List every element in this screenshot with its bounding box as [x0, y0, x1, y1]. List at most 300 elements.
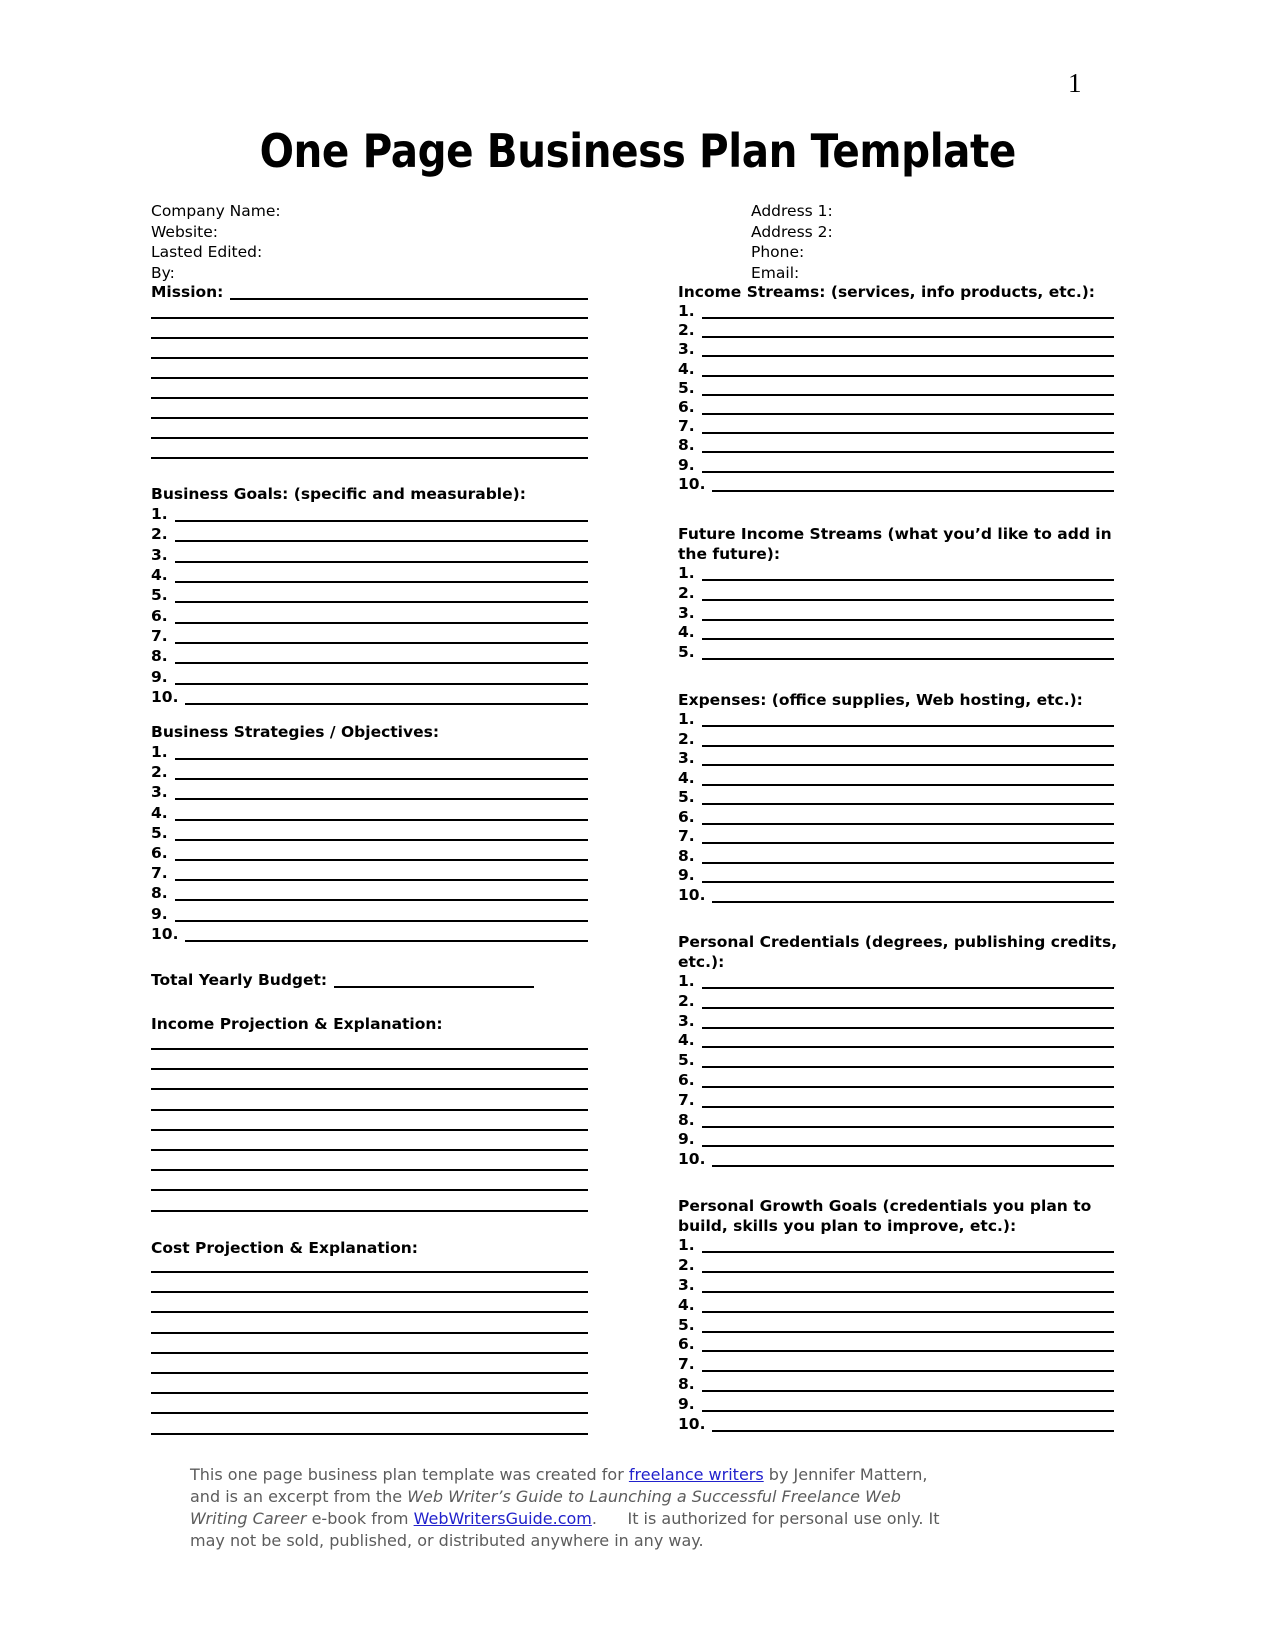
item-number: 1.	[678, 710, 695, 728]
business-strategies-list	[151, 742, 588, 944]
item-number: 1.	[678, 1236, 695, 1254]
fill-line	[151, 1271, 588, 1273]
numbered-line-row	[151, 524, 588, 544]
item-number: 6.	[678, 1070, 695, 1089]
numbered-line-row	[151, 504, 588, 524]
fill-line	[151, 357, 588, 359]
numbered-line-row	[678, 1111, 1114, 1131]
numbered-line-row	[678, 584, 1114, 604]
fill-line	[702, 730, 1114, 747]
fill-line	[175, 823, 588, 841]
fill-line	[175, 626, 588, 644]
blank-line-row	[151, 1298, 588, 1318]
section-future-income-streams	[678, 524, 1114, 663]
fill-line	[702, 584, 1114, 601]
fill-line	[712, 1415, 1114, 1432]
numbered-line-row	[678, 1091, 1114, 1111]
personal-credentials-list	[678, 972, 1114, 1170]
item-number: 7.	[678, 1355, 695, 1374]
fill-line	[702, 1071, 1114, 1088]
section-business-goals	[151, 484, 588, 707]
fill-line	[702, 1012, 1114, 1029]
fill-line	[702, 456, 1114, 473]
numbered-line-row	[678, 398, 1114, 417]
item-number: 4.	[151, 566, 168, 585]
item-number: 7.	[678, 827, 695, 846]
fill-line	[702, 972, 1114, 989]
item-number: 9.	[678, 866, 695, 885]
item-number: 9.	[151, 904, 168, 923]
fill-line	[175, 524, 588, 542]
fill-line	[702, 379, 1114, 396]
numbered-line-row	[678, 379, 1114, 398]
mission-label-row	[151, 282, 588, 302]
item-number: 6.	[678, 1335, 695, 1354]
item-number: 7.	[678, 1090, 695, 1109]
future-income-streams-list	[678, 564, 1114, 663]
item-number: 4.	[678, 1295, 695, 1314]
item-number: 3.	[678, 603, 695, 622]
numbered-line-row	[678, 1031, 1114, 1051]
footer-text-segment: by Jennifer Mattern,	[763, 1465, 928, 1484]
fill-line	[702, 749, 1114, 766]
fill-line	[702, 1130, 1114, 1147]
blank-line-row	[151, 342, 588, 362]
numbered-line-row	[678, 360, 1114, 379]
fill-line	[702, 808, 1114, 825]
numbered-line-row	[678, 710, 1114, 730]
item-number: 2.	[151, 525, 168, 544]
section-personal-growth-goals	[678, 1196, 1114, 1435]
numbered-line-row	[678, 1256, 1114, 1276]
item-number: 8.	[678, 846, 695, 865]
fill-line	[702, 340, 1114, 357]
fill-line	[151, 1048, 588, 1050]
numbered-line-row	[151, 904, 588, 924]
blank-line-row	[151, 1034, 588, 1054]
item-number: 2.	[678, 583, 695, 602]
mission-label: Mission:	[151, 283, 224, 301]
item-number: 8.	[678, 1375, 695, 1394]
blank-line-row	[151, 302, 588, 322]
numbered-line-row	[678, 788, 1114, 808]
address1-label: Address 1:	[751, 202, 833, 220]
item-number: 5.	[678, 378, 695, 397]
numbered-line-row	[678, 808, 1114, 828]
fill-line	[151, 377, 588, 379]
fill-line	[175, 667, 588, 685]
numbered-line-row	[678, 1415, 1114, 1435]
numbered-line-row	[678, 1296, 1114, 1316]
header-fields-right	[751, 201, 833, 283]
fill-line	[702, 1236, 1114, 1253]
fill-line	[702, 360, 1114, 377]
fill-line	[151, 1189, 588, 1191]
blank-line-row	[151, 362, 588, 382]
fill-line	[702, 1395, 1114, 1412]
business-goals-heading: Business Goals: (specific and measurable):	[151, 485, 526, 503]
blank-line-row	[151, 1115, 588, 1135]
fill-line	[712, 1150, 1114, 1167]
numbered-line-row	[151, 565, 588, 585]
item-number: 7.	[678, 417, 695, 436]
item-number: 1.	[151, 505, 168, 523]
fill-line	[702, 1276, 1114, 1293]
item-number: 5.	[151, 586, 168, 605]
numbered-line-row	[151, 585, 588, 605]
numbered-line-row	[678, 1051, 1114, 1071]
item-number: 10.	[151, 688, 179, 707]
business-strategies-heading: Business Strategies / Objectives:	[151, 723, 440, 741]
numbered-line-row	[678, 1395, 1114, 1415]
blank-line-row	[151, 322, 588, 342]
numbered-line-row	[151, 883, 588, 903]
fill-line	[702, 1031, 1114, 1048]
footer-link[interactable]: freelance writers	[628, 1465, 764, 1484]
page-number: 1	[1068, 68, 1082, 98]
numbered-line-row	[678, 886, 1114, 906]
blank-line-row	[151, 1258, 588, 1278]
numbered-line-row	[678, 769, 1114, 789]
fill-line	[175, 762, 588, 780]
numbered-line-row	[151, 742, 588, 762]
blank-line-row	[151, 1379, 588, 1399]
section-business-strategies	[151, 722, 588, 944]
item-number: 6.	[151, 843, 168, 862]
numbered-line-row	[151, 687, 588, 707]
blank-line-row	[151, 402, 588, 422]
numbered-line-row	[151, 762, 588, 782]
fill-line	[185, 924, 588, 942]
fill-line	[702, 643, 1114, 660]
fill-line	[334, 970, 534, 988]
fill-line	[702, 604, 1114, 621]
numbered-line-row	[151, 606, 588, 626]
phone-label: Phone:	[751, 243, 805, 262]
item-number: 3.	[151, 545, 168, 564]
fill-line	[702, 769, 1114, 786]
numbered-line-row	[678, 1071, 1114, 1091]
item-number: 10.	[678, 885, 706, 904]
item-number: 5.	[678, 1051, 695, 1070]
blank-line-row	[151, 1420, 588, 1440]
item-number: 8.	[151, 884, 168, 903]
blank-line-row	[151, 1399, 588, 1419]
numbered-line-row	[151, 863, 588, 883]
numbered-line-row	[151, 545, 588, 565]
fill-line	[151, 397, 588, 399]
item-number: 4.	[151, 803, 168, 822]
fill-line	[230, 282, 588, 300]
fill-line	[175, 585, 588, 603]
item-number: 4.	[678, 359, 695, 378]
blank-line-row	[151, 1196, 588, 1216]
by-label: By:	[151, 263, 175, 282]
page-title	[0, 124, 1275, 178]
item-number: 5.	[151, 823, 168, 842]
item-number: 2.	[678, 991, 695, 1010]
numbered-line-row	[678, 623, 1114, 643]
item-number: 5.	[678, 643, 695, 662]
address2-label: Address 2:	[751, 222, 833, 241]
item-number: 1.	[678, 564, 695, 582]
fill-line	[702, 710, 1114, 727]
item-number: 10.	[678, 474, 706, 493]
footer-text-segment: . It is authorized for personal use only. It	[591, 1509, 940, 1528]
numbered-line-row	[678, 1355, 1114, 1375]
item-number: 10.	[678, 1150, 706, 1169]
numbered-line-row	[678, 1236, 1114, 1256]
fill-line	[151, 1372, 588, 1374]
numbered-line-row	[678, 436, 1114, 455]
numbered-line-row	[678, 1012, 1114, 1032]
fill-line	[151, 337, 588, 339]
item-number: 2.	[678, 729, 695, 748]
fill-line	[151, 1068, 588, 1070]
fill-line	[702, 623, 1114, 640]
fill-line	[702, 788, 1114, 805]
numbered-line-row	[678, 321, 1114, 340]
fill-line	[151, 1149, 588, 1151]
numbered-line-row	[678, 604, 1114, 624]
section-expenses	[678, 690, 1114, 905]
numbered-line-row	[678, 340, 1114, 359]
website-label: Website:	[151, 222, 219, 241]
item-number: 6.	[151, 606, 168, 625]
fill-line	[702, 847, 1114, 864]
fill-line	[151, 1109, 588, 1111]
future-income-streams-heading: Future Income Streams (what you’d like to add in the future):	[678, 525, 1112, 563]
item-number: 9.	[678, 1395, 695, 1414]
fill-line	[702, 1375, 1114, 1392]
blank-line-row	[151, 1175, 588, 1195]
section-total-yearly-budget	[151, 970, 588, 990]
numbered-line-row	[151, 843, 588, 863]
item-number: 8.	[678, 1110, 695, 1129]
personal-growth-goals-heading: Personal Growth Goals (credentials you plan to build, skills you plan to improve, etc.):	[678, 1197, 1092, 1235]
item-number: 2.	[151, 763, 168, 782]
cost-projection-blank-lines	[151, 1258, 588, 1440]
numbered-line-row	[678, 456, 1114, 475]
fill-line	[175, 782, 588, 800]
item-number: 8.	[678, 436, 695, 455]
numbered-line-row	[151, 803, 588, 823]
numbered-line-row	[678, 827, 1114, 847]
numbered-line-row	[151, 667, 588, 687]
footer-text-segment: This one page business plan template was created for	[190, 1465, 629, 1484]
footer-text-segment: Writing Career	[190, 1509, 307, 1528]
fill-line	[702, 398, 1114, 415]
fill-line	[151, 317, 588, 319]
blank-line-row	[151, 442, 588, 462]
fill-line	[702, 827, 1114, 844]
fill-line	[175, 883, 588, 901]
fill-line	[151, 1352, 588, 1354]
item-number: 4.	[678, 623, 695, 642]
numbered-line-row	[678, 475, 1114, 494]
section-mission	[151, 282, 588, 462]
total-yearly-budget-row	[151, 970, 588, 990]
numbered-line-row	[678, 643, 1114, 663]
numbered-line-row	[678, 749, 1114, 769]
income-projection-blank-lines	[151, 1034, 588, 1216]
fill-line	[702, 992, 1114, 1009]
numbered-line-row	[678, 417, 1114, 436]
footer-text-segment: e-book from	[306, 1509, 414, 1528]
numbered-line-row	[678, 1316, 1114, 1336]
company-name-label: Company Name:	[151, 202, 281, 220]
fill-line	[151, 1210, 588, 1212]
blank-line-row	[151, 1359, 588, 1379]
item-number: 1.	[678, 972, 695, 990]
fill-line	[702, 564, 1114, 581]
fill-line	[175, 545, 588, 563]
fill-line	[702, 1091, 1114, 1108]
fill-line	[151, 1412, 588, 1414]
fill-line	[702, 302, 1114, 319]
fill-line	[175, 843, 588, 861]
blank-line-row	[151, 1155, 588, 1175]
fill-line	[702, 866, 1114, 883]
fill-line	[151, 1392, 588, 1394]
item-number: 9.	[678, 1130, 695, 1149]
fill-line	[175, 904, 588, 922]
fill-line	[702, 1335, 1114, 1352]
item-number: 3.	[678, 340, 695, 359]
fill-line	[712, 475, 1114, 492]
numbered-line-row	[151, 782, 588, 802]
item-number: 4.	[678, 768, 695, 787]
blank-line-row	[151, 1319, 588, 1339]
item-number: 2.	[678, 1255, 695, 1274]
fill-line	[175, 606, 588, 624]
numbered-line-row	[151, 626, 588, 646]
item-number: 10.	[678, 1415, 706, 1434]
footer-link[interactable]: WebWritersGuide.com	[413, 1509, 592, 1528]
item-number: 1.	[151, 743, 168, 761]
numbered-line-row	[678, 992, 1114, 1012]
fill-line	[702, 1355, 1114, 1372]
fill-line	[712, 886, 1114, 903]
item-number: 8.	[151, 647, 168, 666]
numbered-line-row	[678, 564, 1114, 584]
fill-line	[151, 437, 588, 439]
item-number: 4.	[678, 1031, 695, 1050]
fill-line	[151, 1129, 588, 1131]
business-goals-list	[151, 504, 588, 707]
item-number: 7.	[151, 627, 168, 646]
fill-line	[702, 1111, 1114, 1128]
fill-line	[702, 1051, 1114, 1068]
fill-line	[702, 321, 1114, 338]
email-label: Email:	[751, 263, 800, 282]
cost-projection-heading: Cost Projection & Explanation:	[151, 1239, 418, 1257]
numbered-line-row	[151, 924, 588, 944]
fill-line	[175, 863, 588, 881]
fill-line	[185, 687, 588, 705]
item-number: 2.	[678, 321, 695, 340]
numbered-line-row	[678, 866, 1114, 886]
item-number: 7.	[151, 864, 168, 883]
total-yearly-budget-label: Total Yearly Budget:	[151, 971, 328, 989]
fill-line	[702, 436, 1114, 453]
section-income-projection	[151, 1014, 588, 1216]
item-number: 9.	[151, 667, 168, 686]
mission-blank-lines	[151, 302, 588, 462]
fill-line	[175, 565, 588, 583]
fill-line	[151, 417, 588, 419]
personal-credentials-heading: Personal Credentials (degrees, publishing credits, etc.):	[678, 933, 1118, 971]
header-fields-left	[151, 201, 281, 283]
item-number: 3.	[678, 749, 695, 768]
item-number: 5.	[678, 788, 695, 807]
numbered-line-row	[678, 1130, 1114, 1150]
fill-line	[151, 1332, 588, 1334]
blank-line-row	[151, 1135, 588, 1155]
fill-line	[702, 1256, 1114, 1273]
fill-line	[151, 1433, 588, 1435]
numbered-line-row	[678, 972, 1114, 992]
fill-line	[151, 1169, 588, 1171]
numbered-line-row	[678, 1335, 1114, 1355]
personal-growth-goals-list	[678, 1236, 1114, 1435]
blank-line-row	[151, 1339, 588, 1359]
numbered-line-row	[151, 823, 588, 843]
numbered-line-row	[678, 847, 1114, 867]
blank-line-row	[151, 422, 588, 442]
section-income-streams	[678, 282, 1114, 494]
expenses-heading: Expenses: (office supplies, Web hosting, etc.):	[678, 691, 1083, 709]
numbered-line-row	[678, 302, 1114, 321]
item-number: 3.	[678, 1011, 695, 1030]
fill-line	[151, 1291, 588, 1293]
blank-line-row	[151, 382, 588, 402]
item-number: 1.	[678, 302, 695, 320]
fill-line	[702, 417, 1114, 434]
section-cost-projection	[151, 1238, 588, 1440]
numbered-line-row	[151, 646, 588, 666]
fill-line	[175, 803, 588, 821]
item-number: 6.	[678, 807, 695, 826]
blank-line-row	[151, 1074, 588, 1094]
numbered-line-row	[678, 1375, 1114, 1395]
expenses-list	[678, 710, 1114, 905]
footer-note	[190, 1464, 1105, 1552]
lasted-edited-label: Lasted Edited:	[151, 243, 263, 262]
fill-line	[702, 1296, 1114, 1313]
item-number: 3.	[678, 1275, 695, 1294]
numbered-line-row	[678, 1150, 1114, 1170]
footer-text-segment: and is an excerpt from the	[190, 1487, 408, 1506]
footer-text-segment: may not be sold, published, or distributed anywhere in any way.	[190, 1531, 704, 1550]
item-number: 6.	[678, 397, 695, 416]
fill-line	[151, 1088, 588, 1090]
fill-line	[151, 457, 588, 459]
item-number: 5.	[678, 1315, 695, 1334]
item-number: 9.	[678, 455, 695, 474]
section-personal-credentials	[678, 932, 1118, 1170]
page-title-text: One Page Business Plan Template	[259, 124, 1016, 178]
fill-line	[702, 1316, 1114, 1333]
item-number: 3.	[151, 783, 168, 802]
blank-line-row	[151, 1278, 588, 1298]
blank-line-row	[151, 1054, 588, 1074]
fill-line	[175, 504, 588, 522]
numbered-line-row	[678, 730, 1114, 750]
fill-line	[151, 1311, 588, 1313]
fill-line	[175, 646, 588, 664]
fill-line	[175, 742, 588, 760]
